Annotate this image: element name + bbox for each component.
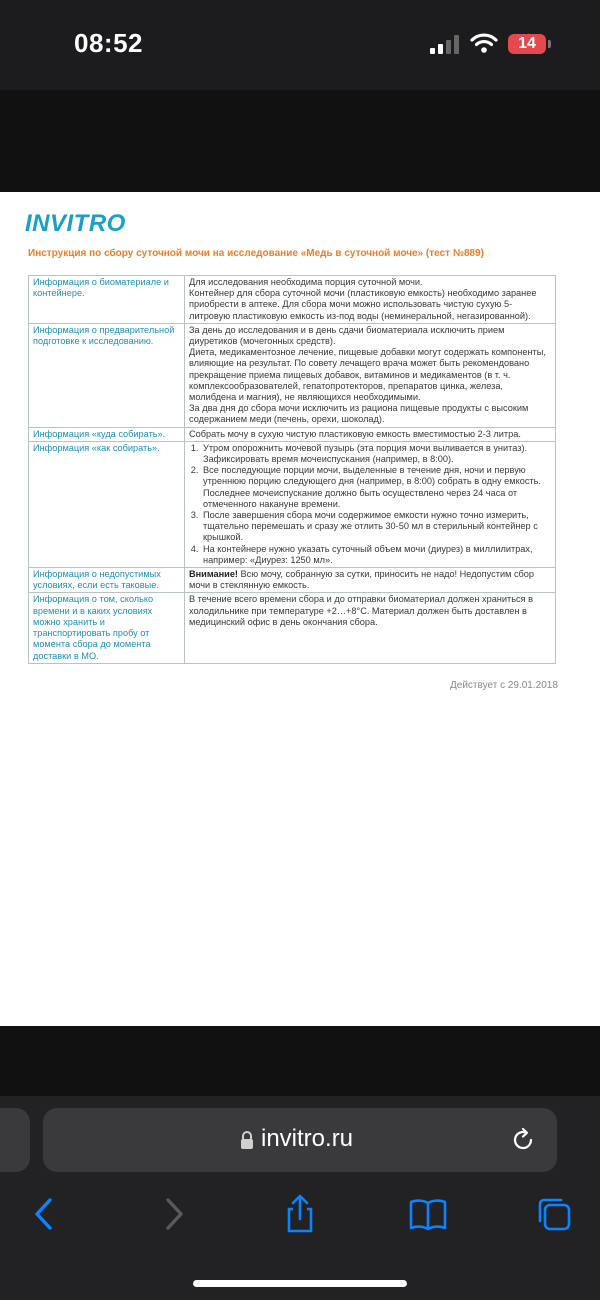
safari-nav-bar (0, 1192, 600, 1236)
table-row (29, 276, 556, 324)
table-row (29, 427, 556, 441)
row-value (185, 427, 556, 441)
row-label: Информация о предварительной подготовке к исследованию. (29, 323, 185, 427)
invitro-logo: INVITRO (25, 210, 126, 237)
row-label: Информация о том, сколько времени и в каких условиях можно хранить и транспортировать пробу от момента сбора до момента доставки в МО. (29, 593, 185, 663)
row-text: Для исследования необходима порция суточной мочи. (189, 277, 423, 287)
status-bar (0, 0, 600, 90)
book-icon[interactable] (406, 1192, 450, 1236)
chevron-right-icon[interactable] (152, 1192, 196, 1236)
table-row (29, 568, 556, 593)
browser-toolbar (0, 1096, 600, 1300)
row-label: Информация «куда собирать». (29, 427, 185, 441)
table-row (29, 593, 556, 663)
row-label: Информация о недопустимых условиях, если есть таковые. (29, 568, 185, 593)
reload-icon[interactable] (509, 1126, 537, 1154)
row-text: Диета, медикаментозное лечение, пищевые добавки могут содержать компоненты, влияющие на результат. По совету лечащего врача может быть рекомендовано прекращение приема пищевых добавок, витаминов и медикаментов (в т. ч. комплексообразователей, гепатопротекторов, препаратов цинка, железа, молибдена и магния), не являющихся необходимыми. (189, 347, 546, 403)
steps-list (189, 443, 551, 566)
battery-cap (548, 40, 551, 48)
document-title: Инструкция по сбору суточной мочи на исследование «Медь в суточной моче» (тест №889) (28, 248, 484, 259)
row-text: За два дня до сбора мочи исключить из рациона пищевые продукты с высоким содержанием меди (печень, орехи, шоколад). (189, 403, 529, 425)
lock-icon (239, 1130, 255, 1150)
document-page[interactable] (0, 192, 600, 1026)
step-item: 3. После завершения сбора мочи содержимое емкости нужно точно измерить, тщательно перемешать и сразу же отлить 30-50 мл в стерильный контейнер с крышкой. (201, 510, 551, 544)
row-text: В течение всего времени сбора и до отправки биоматериал должен храниться в холодильнике при температуре +2…+8°С. Материал должен быть доставлен в медицинский офис в день окончания сбора. (189, 594, 534, 627)
battery-indicator: 14 (508, 34, 546, 54)
row-value (185, 276, 556, 324)
row-text: Собрать мочу в сухую чистую пластиковую емкость вместимостью 2-3 литра. (189, 428, 521, 439)
warning-label: Внимание! (189, 569, 238, 580)
viewer-top-band (0, 90, 600, 192)
row-text: За день до исследования и в день сдачи биоматериала исключить прием диуретиков (мочегонных средств). (189, 324, 505, 347)
row-label: Информация о биоматериале и контейнере. (29, 276, 185, 324)
row-label: Информация «как собирать». (29, 441, 185, 567)
tabs-icon[interactable] (532, 1192, 576, 1236)
row-value (185, 593, 556, 663)
step-item: 1. Утром опорожнить мочевой пузырь (эта порция мочи выливается в унитаз). Зафиксировать время мочеиспускания (например, в 8:00). (201, 443, 551, 465)
share-icon[interactable] (278, 1192, 322, 1236)
wifi-icon (470, 32, 498, 54)
address-bar[interactable] (43, 1108, 557, 1172)
table-row (29, 441, 556, 567)
row-value (185, 323, 556, 427)
step-item: 4. На контейнере нужно указать суточный объем мочи (диурез) в миллилитрах, например: «Диурез: 1250 мл». (201, 544, 551, 566)
instruction-table (28, 275, 556, 664)
previous-tab-pill[interactable] (0, 1108, 30, 1172)
effective-date: Действует с 29.01.2018 (450, 680, 558, 691)
status-time: 08:52 (74, 28, 143, 58)
url-text[interactable]: invitro.ru (261, 1125, 354, 1152)
home-indicator (193, 1280, 407, 1287)
row-text: Всю мочу, собранную за сутки, приносить не надо! Недопустим сбор мочи в стеклянную емкость. (189, 569, 535, 591)
row-value (185, 441, 556, 567)
row-value (185, 568, 556, 593)
chevron-left-icon[interactable] (22, 1192, 66, 1236)
signal-icon (430, 34, 462, 54)
step-item: 2. Все последующие порции мочи, выделенные в течение дня, ночи и первую утреннюю порцию следующего дня (например, в 8:00) собрать в одну емкость. Последнее мочеиспускание должно быть осуществлено через 24 часа от отмеченного накануне времени. (201, 465, 551, 510)
viewer-bottom-band (0, 1026, 600, 1096)
row-text: Контейнер для сбора суточной мочи (пластиковую емкость) необходимо заранее приобрести в аптеке. Для сбора мочи можно использовать чистую сухую 5-литровую пластиковую емкость из-под воды (неминеральной, негазированной). (189, 288, 537, 321)
table-row (29, 323, 556, 427)
